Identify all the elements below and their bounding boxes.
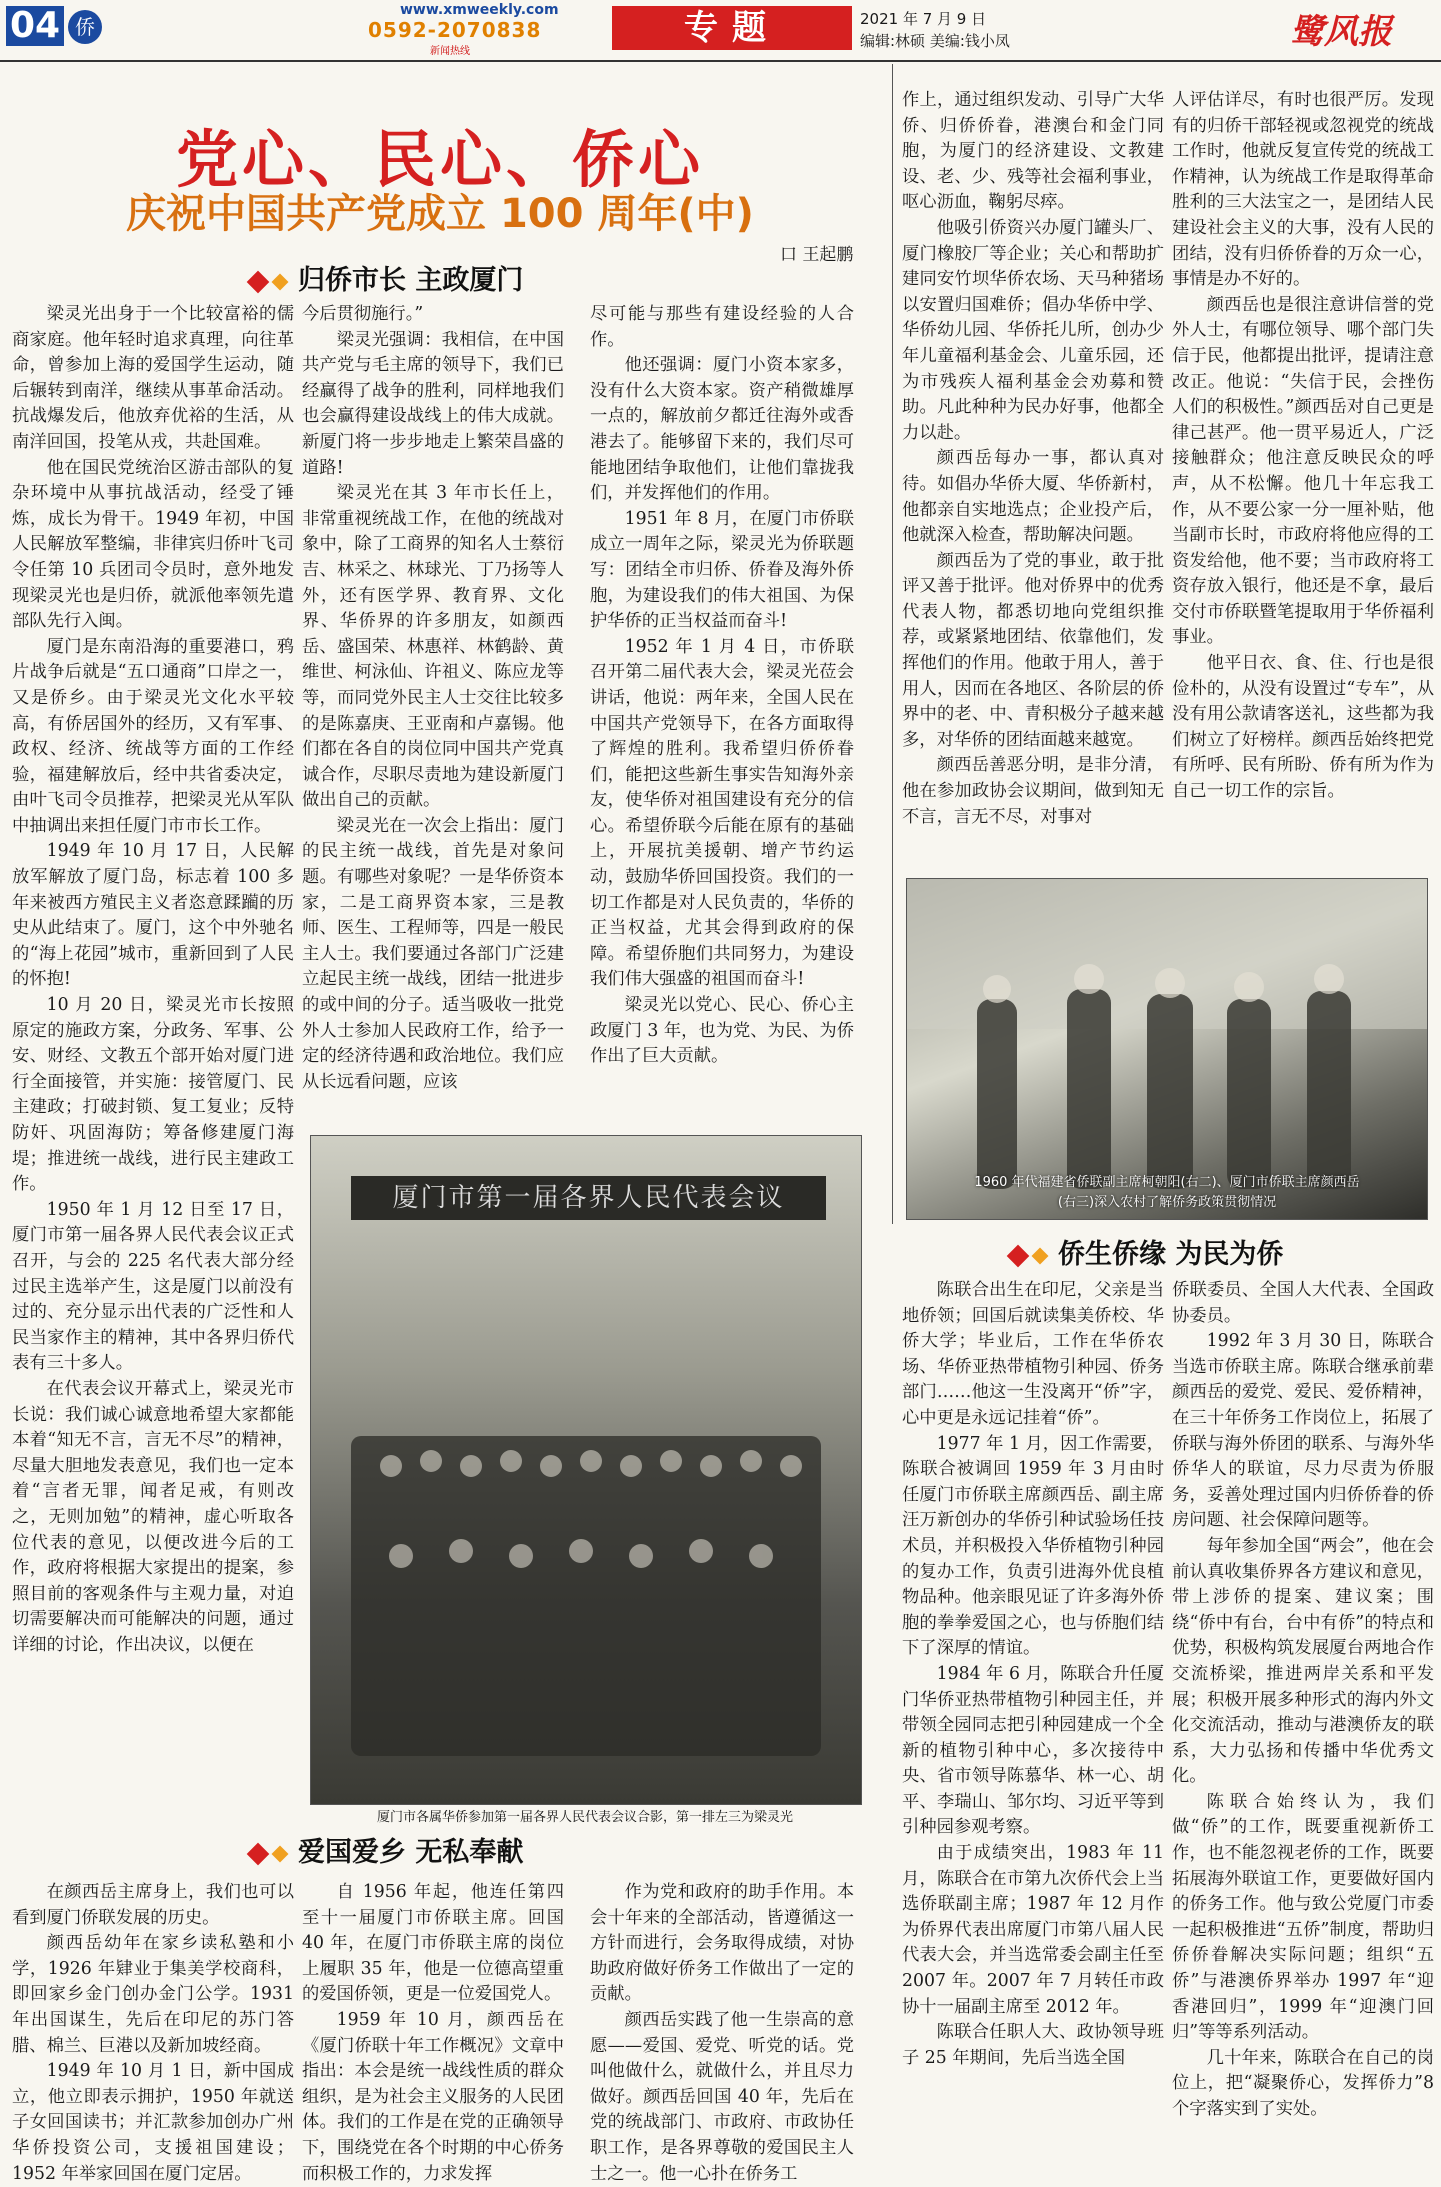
paragraph: 梁灵光出身于一个比较富裕的儒商家庭。他年轻时追求真理，向往革命，曾参加上海的爱国学生运动，随后辗转到南洋，继续从事革命活动。抗战爆发后，他放弃优裕的生活，从南洋回国，投笔从戎，共赴国难。 xyxy=(12,304,294,452)
rural-visit-figures xyxy=(907,879,1427,1219)
photo-caption-line-1: 1960 年代福建省侨联副主席柯朝阳(右二)、厦门市侨联主席颜西岳 xyxy=(974,1175,1360,1190)
diamond-icon xyxy=(272,1845,289,1862)
group-photo xyxy=(310,1135,862,1805)
section-heading-text: 侨生侨缘 为民为侨 xyxy=(1058,1239,1284,1270)
article-column-2 xyxy=(302,302,564,1130)
paragraph: 颜西岳为了党的事业，敢于批评又善于批评。他对侨界中的优秀代表人物，都悉切地向党组织推荐，或紧紧地团结、依靠他们，发挥他们的作用。他敢于用人，善于用人，因而在各地区、各阶层的侨界中的老、中、青积极分子越来越多，对华侨的团结面越来越宽。 xyxy=(902,550,1164,750)
section-heading-text: 归侨市长 主政厦门 xyxy=(298,265,524,296)
paragraph: 陈联合任职人大、政协领导班子 25 年期间，先后当选全国 xyxy=(902,2022,1164,2068)
paragraph: 几十年来，陈联合在自己的岗位上，把“凝聚侨心，发挥侨力”8 个字落实到了实处。 xyxy=(1172,2047,1434,2119)
paragraph: 在代表会议开幕式上，梁灵光市长说：我们诚心诚意地希望大家都能本着“知无不言，言无不尽”的精神，尽量大胆地发表意见，我们也一定本着“言者无罪，闻者足戒，有则改之，无则加勉”的精神，虚心听取各位代表的意见，以便改进今后的工作，政府将根据大家提出的提案，参照目前的客观条件与主观力量，对迫切需要解决而可能解决的问题，通过详细的讨论，作出决议，以便在 xyxy=(12,1378,294,1655)
diamond-icon xyxy=(1007,1244,1030,1267)
paragraph: 1984 年 6 月，陈联合升任厦门华侨亚热带植物引种园主任，并带领全园同志把引种园建成一个全新的植物引种中心，多次接待中央、省市领导陈慕华、林一心、胡平、李瑞山、邹尔均、习近平等到引种园参观考察。 xyxy=(902,1663,1164,1838)
paragraph: 陈联合始终认为，我们做“侨”的工作，既要重视新侨工作，也不能忽视老侨的工作，既要拓展海外联谊工作，更要做好国内的侨务工作。他与致公党厦门市委一起积极推进“五侨”制度，帮助归侨侨眷解决实际问题；组织“五侨”与港澳侨界举办 1997 年“迎香港回归”，1999 年“迎澳门回归”等等系列活动。 xyxy=(1172,1791,1434,2043)
diamond-icon xyxy=(247,270,270,293)
paragraph: 侨联委员、全国人大代表、全国政协委员。 xyxy=(1172,1280,1434,1326)
paragraph: 1959 年 10 月，颜西岳在《厦门侨联十年工作概况》文章中指出：本会是统一战线性质的群众组织，是为社会主义服务的人民团体。我们的工作是在党的正确领导下，围绕党在各个时期的中心侨务而积极工作的，力求发挥 xyxy=(302,2009,564,2184)
paragraph: 梁灵光强调：我相信，在中国共产党与毛主席的领导下，我们已经赢得了战争的胜利，同样地我们也会赢得建设战线上的伟大成就。新厦门将一步步地走上繁荣昌盛的道路! xyxy=(302,329,564,478)
paragraph: 颜西岳实践了他一生崇高的意愿——爱国、爱党、听党的话。党叫他做什么，就做什么，并且尽力做好。颜西岳回国 40 年，先后在党的统战部门、市政府、市政协任职工作，是各界尊敬的爱国民主人士之一。他一心扑在侨务工 xyxy=(590,2009,854,2184)
section-heading-3 xyxy=(1010,1232,1283,1271)
paragraph: 颜西岳也是很注意讲信誉的党外人士，有哪位领导、哪个部门失信于民，他都提出批评，提请注意改正。他说：“失信于民，会挫伤人们的积极性。”颜西岳对自己更是律己甚严。他一贯平易近人，广泛接触群众；他注意反映民众的呼声，从不松懈。他几十年忘我工作，从不要公家一分一厘补贴，他当副市长时，市政府将他应得的工资发给他，他不要；当市政府将工资存放入银行，他还是不拿，最后交付市侨联暨笔提取用于华侨福利事业。 xyxy=(1172,294,1434,648)
photo-caption: 厦门市各属华侨参加第一届各界人民代表会议合影，第一排左三为梁灵光 xyxy=(376,1810,793,1825)
paragraph: 由于成绩突出，1983 年 11 月，陈联合在市第九次侨代会上当选侨联副主席；1987 年 12 月作为侨界代表出席厦门市第八届人民代表大会，并当选常委会副主任至 2007 年。2007 年 7 月转任市政协十一届副主席至 2012 年。 xyxy=(902,1843,1164,2017)
paragraph: 1950 年 1 月 12 日至 17 日，厦门市第一届各界人民代表会议正式召开，与会的 225 名代表大部分经过民主选举产生，这是厦门以前没有过的、充分显示出代表的广泛性和人民当家作主的精神，其中各界归侨代表有三十多人。 xyxy=(12,1199,294,1374)
paragraph: 1977 年 1 月，因工作需要，陈联合被调回 1959 年 3 月由时任厦门市侨联主席颜西岳、副主席汪万新创办的华侨引种试验场任技术员，并积极投入华侨植物引种园的复办工作，负责引进海外优良植物品种。他亲眼见证了许多海外侨胞的拳拳爱国之心，也与侨胞们结下了深厚的情谊。 xyxy=(902,1433,1164,1659)
paragraph: 1992 年 3 月 30 日，陈联合当选市侨联主席。陈联合继承前辈颜西岳的爱党、爱民、爱侨精神，在三十年侨务工作岗位上，拓展了侨联与海外侨团的联系、与海外华侨华人的联谊，尽力尽责为侨服务，妥善处理过国内归侨侨眷的侨房问题、社会保障问题等。 xyxy=(1172,1331,1434,1531)
section-heading-text: 爱国爱乡 无私奉献 xyxy=(298,1837,524,1868)
masthead-logo: 鹭风报 xyxy=(1290,12,1392,52)
paragraph: 他吸引侨资兴办厦门罐头厂、厦门橡胶厂等企业；关心和帮助扩建同安竹坝华侨农场、天马种猪场以安置归国难侨；倡办华侨中学、华侨幼儿园、华侨托儿所，创办少年儿童福利基金会、儿童乐园，还为市残疾人福利基金会劝募和赞助。凡此种种为民办好事，他都全力以赴。 xyxy=(902,217,1164,443)
paragraph: 10 月 20 日，梁灵光市长按照原定的施政方案，分政务、军事、公安、财经、文教五个部开始对厦门进行全面接管，并实施：接管厦门、民主建政；打破封锁、复工复业；反特防奸、巩固海防；筹备修建厦门海堤；推进统一战线，进行民主建政工作。 xyxy=(12,995,294,1195)
paragraph: 作上，通过组织发动、引导广大华侨、归侨侨眷，港澳台和金门同胞，为厦门的经济建设、文教建设、老、少、残等社会福利事业，呕心沥血，鞠躬尽瘁。 xyxy=(902,90,1164,213)
diamond-icon xyxy=(272,273,289,290)
column-divider xyxy=(892,64,893,1224)
article-column-3 xyxy=(590,302,854,1130)
article-column-4b xyxy=(902,1278,1164,2162)
article-column-1b xyxy=(12,1880,294,2184)
paragraph: 厦门是东南沿海的重要港口，鸦片战争后就是“五口通商”口岸之一，又是侨乡。由于梁灵光文化水平较高，有侨居国外的经历，又有军事、政权、经济、统战等方面的工作经验，福建解放后，经中共省委决定，由叶飞司令员推荐，把梁灵光从军队中抽调出来担任厦门市市长工作。 xyxy=(12,636,294,836)
paragraph: 陈联合出生在印尼，父亲是当地侨领；回国后就读集美侨校、华侨大学；毕业后，工作在华侨农场、华侨亚热带植物引种园、侨务部门……他这一生没离开“侨”字，心中更是永远记挂着“侨”。 xyxy=(902,1280,1164,1428)
ad-sub: 新闻热线 xyxy=(430,46,470,57)
paragraph: 他平日衣、食、住、行也是很俭朴的，从没有设置过“专车”，从没有用公款请客送礼，这些都为我们树立了好榜样。颜西岳始终把党有所呼、民有所盼、侨有所为作为自己一切工作的宗旨。 xyxy=(1172,653,1434,802)
section-heading-1 xyxy=(250,258,523,297)
page-number: 04 xyxy=(6,6,64,46)
paragraph: 自 1956 年起，他连任第四至十一届厦门市侨联主席。回国 40 年，在厦门市侨联主席的岗位上履职 35 年，他是一位德高望重的爱国侨领，更是一位爱国党人。 xyxy=(302,1882,564,2005)
editors: 编辑:林硕 美编:钱小凤 xyxy=(860,32,1010,50)
paragraph: 颜西岳善恶分明，是非分清，他在参加政协会议期间，做到知无不言，言无不尽，对事对 xyxy=(902,755,1164,827)
article-column-3b xyxy=(590,1880,854,2184)
section-label: 专题 xyxy=(612,6,852,50)
rural-visit-photo xyxy=(906,878,1428,1220)
paragraph: 尽可能与那些有建设经验的人合作。 xyxy=(590,304,854,350)
main-title: 党心、民心、侨心 xyxy=(175,123,704,196)
ad-phone: 0592-2070838 xyxy=(368,18,542,42)
page-badge: 侨 xyxy=(68,10,102,44)
diamond-icon xyxy=(1032,1247,1049,1264)
ad-url: www.xmweekly.com xyxy=(400,2,559,18)
photo-caption-line-2: (右三)深入农村了解侨务政策贯彻情况 xyxy=(1057,1195,1277,1210)
article-column-2b xyxy=(302,1880,564,2184)
paragraph: 他还强调：厦门小资本家多，没有什么大资本家。资产稍微雄厚一点的，解放前夕都迁往海外或香港去了。能够留下来的，我们尽可能地团结争取他们，让他们靠拢我们，并发挥他们的作用。 xyxy=(590,355,854,504)
paragraph: 他在国民党统治区游击部队的复杂环境中从事抗战活动，经受了锤炼，成长为骨干。1949 年初，中国人民解放军整编，非律宾归侨叶飞司令任第 10 兵团司令员时，意外地发现梁灵光也是归侨，就派他率领先遣部队先行入闽。 xyxy=(12,457,294,632)
paragraph: 今后贯彻施行。” xyxy=(302,304,424,324)
paragraph: 每年参加全国“两会”，他在会前认真收集侨界各方建议和意见，带上涉侨的提案、建议案；围绕“侨中有台，台中有侨”的特点和优势，积极构筑发展厦台两地合作交流桥梁，推进两岸关系和平发展；积极开展多种形式的海内外文化交流活动，推动与港澳侨友的联系，大力弘扬和传播中华优秀文化。 xyxy=(1172,1535,1434,1787)
paragraph: 在颜西岳主席身上，我们也可以看到厦门侨联发展的历史。 xyxy=(12,1882,294,1928)
paragraph: 梁灵光在其 3 年市长任上，非常重视统战工作，在他的统战对象中，除了工商界的知名人士蔡衍吉、林采之、林球光、丁乃扬等人外，还有医学界、教育界、文化界、华侨界的许多朋友，如颜西岳、盛国荣、林惠祥、林鹤龄、黄维世、柯泳仙、许祖义、陈应龙等等，而同党外民主人士交往比较多的是陈嘉庚、王亚南和卢嘉锡。他们都在各自的岗位同中国共产党真诚合作，尽职尽责地为建设新厦门做出自己的贡献。 xyxy=(302,483,564,811)
paragraph: 1952 年 1 月 4 日，市侨联召开第二届代表大会，梁灵光莅会讲话，他说：两年来，全国人民在中国共产党领导下，在各方面取得了辉煌的胜利。我希望归侨侨眷们，能把这些新生事实告知海外亲友，使华侨对祖国建设有充分的信心。希望侨联今后能在原有的基础上，开展抗美援朝、增产节约运动，鼓励华侨回国投资。我们的一切工作都是对人民负责的，华侨的正当权益，尤其会得到政府的保障。希望侨胞们共同努力，为建设我们伟大强盛的祖国而奋斗! xyxy=(590,636,854,990)
article-column-1 xyxy=(12,302,294,1810)
paragraph: 梁灵光在一次会上指出：厦门的民主统一战线，首先是对象问题。有哪些对象呢？一是华侨资本家，二是工商界资本家，三是教师、医生、工程师等，四是一般民主人士。我们要通过各部门广泛建立起民主统一战线，团结一批进步的或中间的分子。适当吸收一批党外人士参加人民政府工作，给予一定的经济待遇和政治地位。我们应从长远看问题，应该 xyxy=(302,815,564,1092)
paragraph: 梁灵光以党心、民心、侨心主政厦门 3 年，也为党、为民、为侨作出了巨大贡献。 xyxy=(590,995,854,1067)
paragraph: 人评估详尽，有时也很严厉。发现有的归侨干部轻视或忽视党的统战工作时，他就反复宣传党的统战工作精神，认为统战工作是取得革命胜利的三大法宝之一，是团结人民建设社会主义的大事，没有人民的团结，没有归侨侨眷的万众一心，事情是办不好的。 xyxy=(1172,90,1434,290)
paragraph: 1949 年 10 月 1 日，新中国成立，他立即表示拥护，1950 年就送子女回国读书；并汇款参加创办广州华侨投资公司，支援祖国建设；1952 年举家回国在厦门定居。 xyxy=(12,2061,294,2184)
sub-title: 庆祝中国共产党成立 100 周年(中) xyxy=(126,191,754,237)
author-byline: 口 王起鹏 xyxy=(780,245,854,265)
paragraph: 1949 年 10 月 17 日，人民解放军解放了厦门岛，标志着 100 多年来被西方殖民主义者恣意蹂躏的历史从此结束了。厦门，这个中外驰名的“海上花园”城市，重新回到了人民的怀抱! xyxy=(12,841,294,990)
paragraph: 颜西岳幼年在家乡读私塾和小学，1926 年肄业于集美学校商科，即回家乡金门创办金门公学。1931 年出国谋生，先后在印尼的苏门答腊、棉兰、巨港以及新加坡经商。 xyxy=(12,1933,294,2056)
photo-banner-text: 厦门市第一届各界人民代表会议 xyxy=(351,1176,826,1220)
issue-date: 2021 年 7 月 9 日 xyxy=(860,10,987,28)
diamond-icon xyxy=(247,1842,270,1865)
paragraph: 颜西岳每办一事，都认真对待。如倡办华侨大厦、华侨新村，他都亲自实地选点；企业投产后，他就深入检查，帮助解决问题。 xyxy=(902,448,1164,546)
article-column-5 xyxy=(1172,88,1434,868)
article-column-5b xyxy=(1172,1278,1434,2162)
article-column-4 xyxy=(902,88,1164,868)
section-heading-2 xyxy=(250,1830,523,1869)
group-photo-figures xyxy=(311,1136,861,1804)
paragraph: 1951 年 8 月，在厦门市侨联成立一周年之际，梁灵光为侨联题写：团结全市归侨、侨眷及海外侨胞，为建设我们的伟大祖国、为保护华侨的正当权益而奋斗! xyxy=(590,508,854,632)
hotline-ad xyxy=(340,2,570,57)
paragraph: 作为党和政府的助手作用。本会十年来的全部活动，皆遵循这一方针而进行，会务取得成绩，对协助政府做好侨务工作做出了一定的贡献。 xyxy=(590,1882,854,2005)
